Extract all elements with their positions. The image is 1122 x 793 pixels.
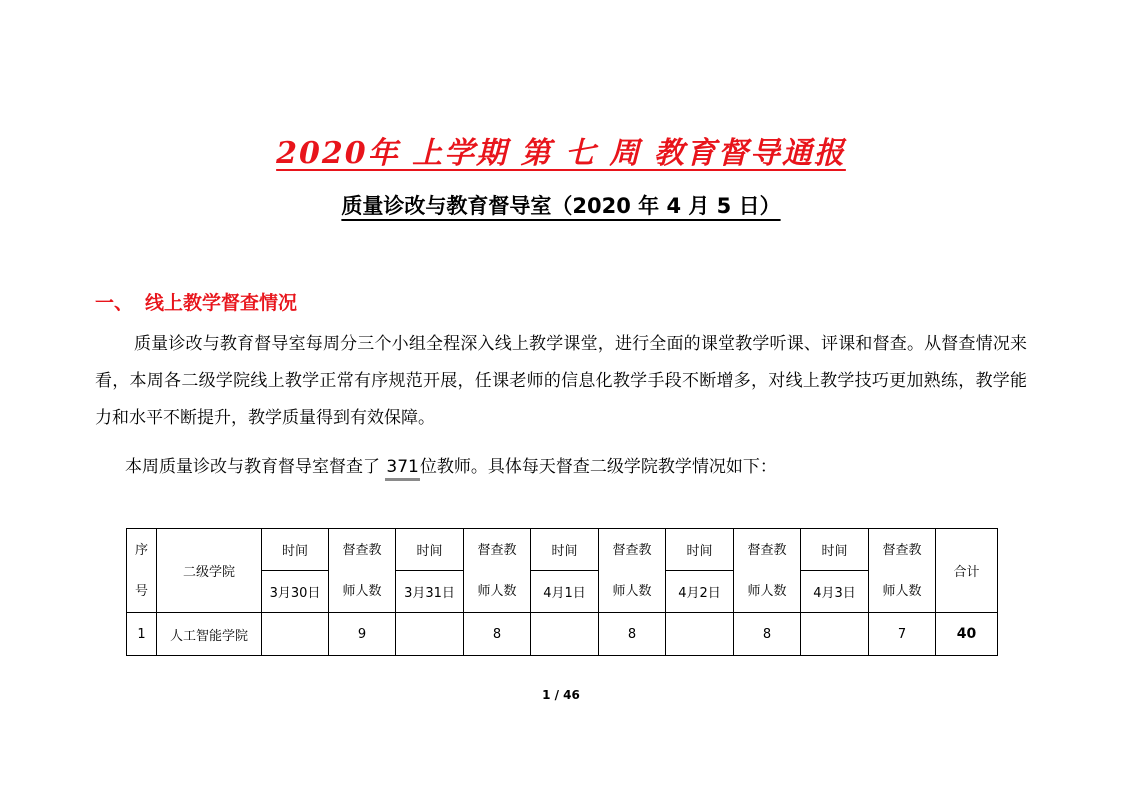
total-cell: 40: [936, 613, 998, 656]
inspect-header: 督查教 师人数: [734, 529, 801, 613]
paragraph-count: 本周质量诊改与教育督导室督查了 371位教师。具体每天督查二级学院教学情况如下：: [125, 449, 1025, 486]
date-cell: 4月2日: [666, 571, 734, 613]
total-header: 合计: [936, 529, 998, 613]
inspect-header: 督查教 师人数: [464, 529, 531, 613]
count-cell: 9: [329, 613, 396, 656]
time-header: 时间: [396, 529, 464, 571]
section-number: 一、: [95, 292, 134, 314]
table-header-row: [127, 529, 998, 571]
time-header: 时间: [262, 529, 329, 571]
inspection-table: [126, 528, 998, 656]
date-value-cell: [666, 613, 734, 656]
table-row: [127, 613, 998, 656]
count-cell: 8: [599, 613, 666, 656]
college-header: 二级学院: [157, 529, 262, 613]
date-value-cell: [396, 613, 464, 656]
date-value-cell: [531, 613, 599, 656]
section-title: 线上教学督查情况: [145, 292, 298, 314]
time-header: 时间: [801, 529, 869, 571]
count-cell: 8: [734, 613, 801, 656]
teacher-count: 371: [385, 456, 419, 481]
count-cell: 7: [869, 613, 936, 656]
seq-cell: 1: [127, 613, 157, 656]
date-cell: 4月1日: [531, 571, 599, 613]
time-header: 时间: [531, 529, 599, 571]
college-cell: 人工智能学院: [157, 613, 262, 656]
inspect-header: 督查教 师人数: [329, 529, 396, 613]
date-value-cell: [801, 613, 869, 656]
report-subtitle: 质量诊改与教育督导室（2020 年 4 月 5 日）: [341, 194, 781, 218]
paragraph-summary: 质量诊改与教育督导室每周分三个小组全程深入线上教学课堂，进行全面的课堂教学听课、评课和督查。从督查情况来看，本周各二级学院线上教学正常有序规范开展，任课老师的信息化教学手段不断增多，对线上教学技巧更加熟练，教学能力和水平不断提升，教学质量得到有效保障。: [95, 334, 1027, 428]
section-heading: [95, 288, 297, 315]
date-cell: 3月30日: [262, 571, 329, 613]
date-value-cell: [262, 613, 329, 656]
page-number: 1 / 46: [542, 688, 580, 702]
seq-header: 序 号: [127, 529, 157, 613]
report-title: 2020年 上学期 第 七 周 教育督导通报: [276, 136, 846, 171]
inspect-header: 督查教 师人数: [869, 529, 936, 613]
count-cell: 8: [464, 613, 531, 656]
date-cell: 3月31日: [396, 571, 464, 613]
date-cell: 4月3日: [801, 571, 869, 613]
inspect-header: 督查教 师人数: [599, 529, 666, 613]
time-header: 时间: [666, 529, 734, 571]
